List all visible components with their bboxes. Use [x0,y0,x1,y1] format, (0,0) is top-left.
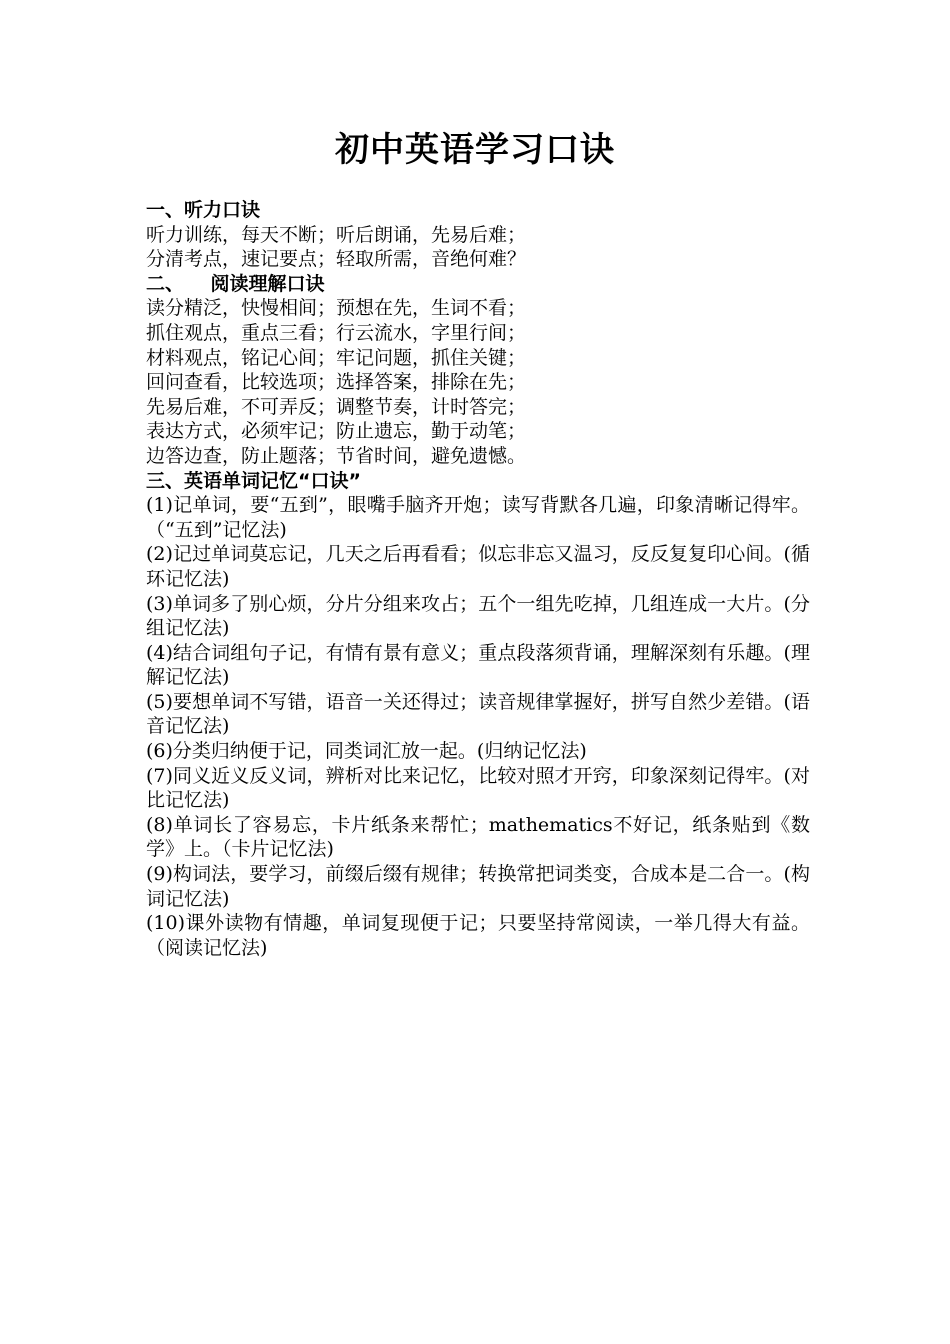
list-item: (2)记过单词莫忘记，几天之后再看看；似忘非忘又温习，反反复复印心间。(循环记忆法) [146,543,810,590]
list-item: (1)记单词，要“五到”，眼嘴手脑齐开炮；读写背默各几遍，印象清晰记得牢。（“五到”记忆法) [146,494,810,541]
verse-line: 抓住观点，重点三看；行云流水，字里行间； [146,321,527,344]
verse-line: 材料观点，铭记心间；牢记问题，抓住关键； [146,346,527,369]
list-item: (10)课外读物有情趣，单词复现便于记；只要坚持常阅读，一举几得大有益。（阅读记忆法) [146,912,810,959]
section-listening [146,198,810,272]
verse-line: 回问查看，比较选项；选择答案，排除在先； [146,371,527,394]
verse-line: 读分精泛，快慢相间；预想在先，生词不看； [146,297,527,320]
list-item: (4)结合词组句子记，有情有景有意义；重点段落须背诵，理解深刻有乐趣。(理解记忆法) [146,641,810,689]
list-item: (5)要想单词不写错，语音一关还得过；读音规律掌握好，拼写自然少差错。(语音记忆法) [146,690,810,738]
list-item: (8)单词长了容易忘，卡片纸条来帮忙；mathematics不好记，纸条贴到《数学》上。（卡片记忆法) [146,813,810,861]
document-title: 初中英语学习口诀 [335,130,615,170]
verse-line: 先易后难，不可弄反；调整节奏，计时答完； [146,395,527,418]
section-heading: 一、听力口诀 [146,199,261,221]
verse-line: 分清考点，速记要点；轻取所需，音绝何难？ [146,248,527,271]
verse-line: 表达方式，必须牢记；防止遗忘，勤于动笔； [146,420,527,443]
section-heading: 二、 阅读理解口诀 [146,272,325,295]
list-item: (6)分类归纳便于记，同类词汇放一起。(归纳记忆法) [146,740,587,763]
list-item: (3)单词多了别心烦，分片分组来攻占；五个一组先吃掉，几组连成一大片。(分组记忆法) [146,592,810,640]
section-reading [146,272,810,469]
section-heading: 三、英语单词记忆“口诀” [146,469,361,492]
list-item: (7)同义近义反义词，辨析对比来记忆，比较对照才开窍，印象深刻记得牢。(对比记忆法) [146,764,810,812]
verse-line: 边答边查，防止题落；节省时间，避免遗憾。 [146,444,527,467]
section-vocabulary [146,469,810,961]
list-item: (9)构词法，要学习，前缀后缀有规律；转换常把词类变，合成本是二合一。(构词记忆法) [146,863,810,910]
document-body [146,198,810,960]
verse-line: 听力训练，每天不断；听后朗诵，先易后难； [146,223,527,246]
